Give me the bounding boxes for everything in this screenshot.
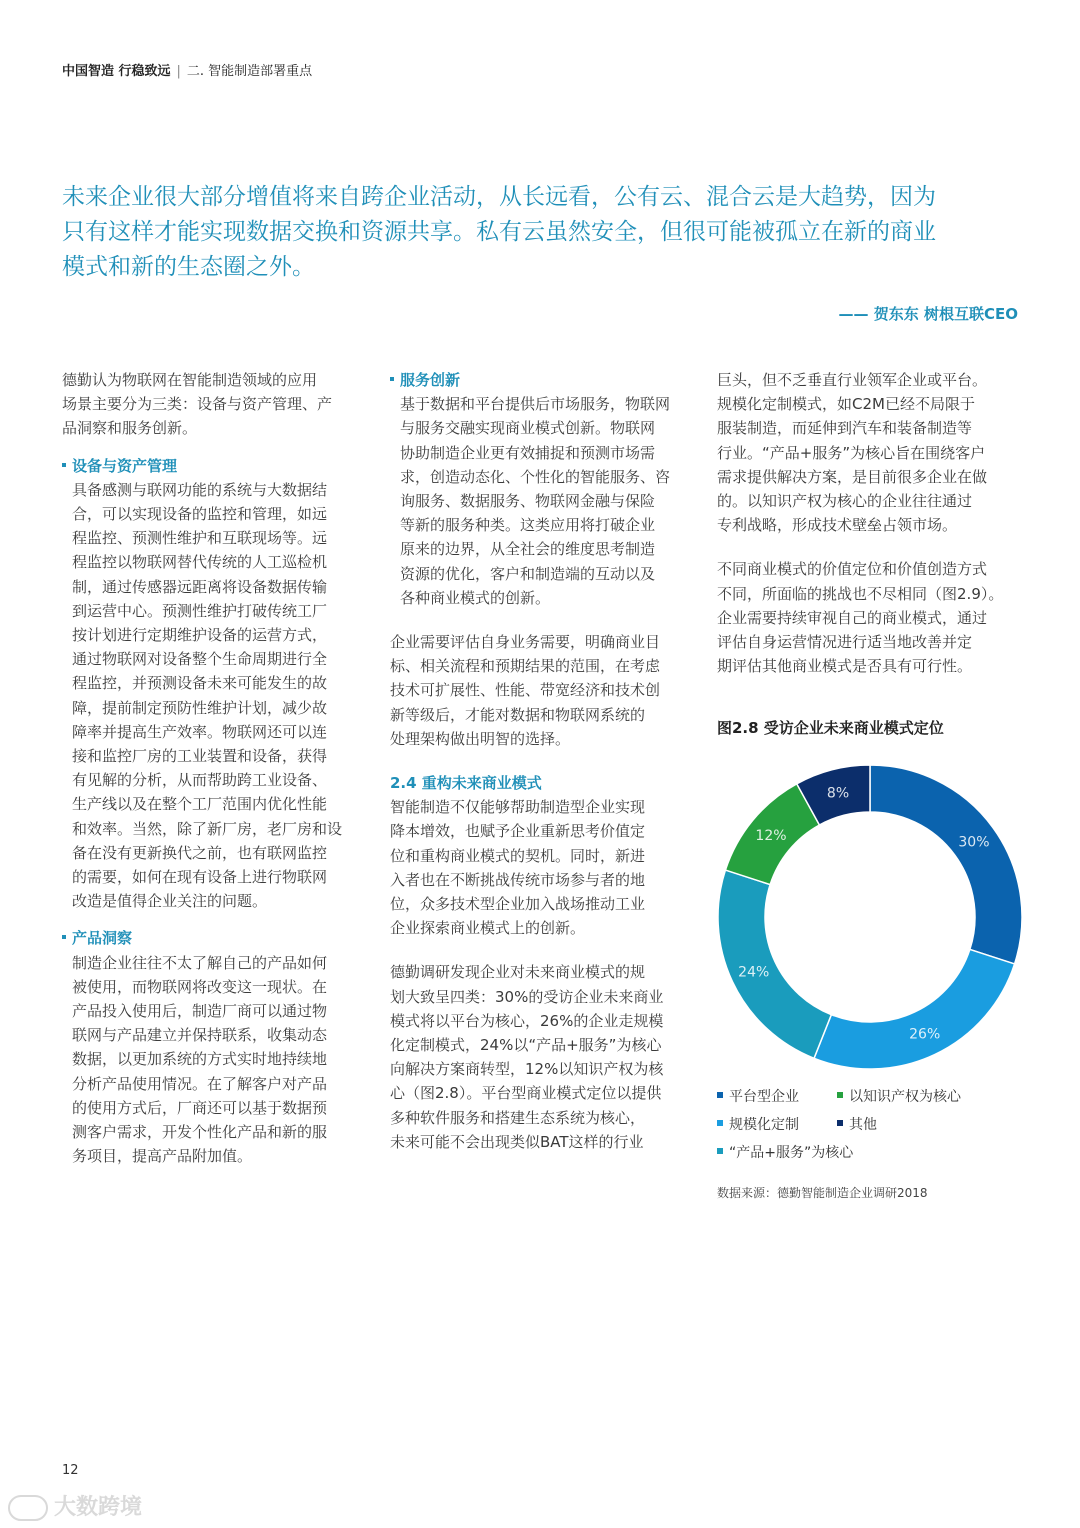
text-line: 程监控、预测性维护和互联现场等。远: [72, 529, 328, 548]
data-source: 数据来源：德勤智能制造企业调研2018: [717, 1186, 928, 1200]
text-line: 巨头，但不乏垂直行业领军企业或平台。: [717, 371, 988, 389]
page-number: 12: [62, 1463, 79, 1478]
text-line: 新等级后，才能对数据和物联网系统的: [390, 705, 646, 724]
text-line: 行业。“产品+服务”为核心旨在围绕客户: [717, 443, 986, 462]
text-line: 基于数据和平台提供后市场服务，物联网: [400, 395, 671, 414]
text-column-1: [62, 368, 362, 1169]
text-line: 询服务、数据服务、物联网金融与保险: [400, 492, 656, 511]
legend-item: “产品+服务”为核心: [717, 1142, 853, 1162]
header-brand: 中国智造 行稳致远: [62, 64, 171, 79]
text-line: 划大致呈四类：30%的受访企业未来商业: [390, 987, 664, 1006]
text-line: 测客户需求，开发个性化产品和新的服: [72, 1123, 328, 1142]
pull-quote: [62, 180, 1022, 285]
text-line: 化定制模式，24%以“产品+服务”为核心: [390, 1036, 662, 1055]
text-line: 制，通过传感器远距离将设备数据传输: [72, 577, 328, 596]
text-line: 降本增效，也赋予企业重新思考价值定: [390, 822, 646, 841]
text-line: 分析产品使用情况。在了解客户对产品: [72, 1074, 328, 1093]
bullet-body-service-innovation: [390, 392, 700, 610]
slice-label: 30%: [958, 834, 990, 851]
text-line: 德勤调研发现企业对未来商业模式的规: [390, 963, 646, 982]
paragraph: [390, 630, 700, 751]
text-line: 生产线以及在整个工厂范围内优化性能: [72, 795, 328, 814]
text-line: 企业需要持续审视自己的商业模式，通过: [717, 608, 988, 627]
text-line: 技术可扩展性、性能、带宽经济和技术创: [390, 681, 661, 700]
donut-slice: [718, 870, 831, 1058]
text-line: 需求提供解决方案，是目前很多企业在做: [717, 467, 988, 486]
text-line: 与服务交融实现商业模式创新。物联网: [400, 419, 656, 438]
text-line: 智能制造不仅能够帮助制造型企业实现: [390, 798, 646, 817]
text-line: 按计划进行定期维护设备的运营方式，: [72, 626, 328, 645]
text-line: 服装制造，而延伸到汽车和装备制造等: [717, 419, 973, 438]
text-line: 规模化定制模式，如C2M已经不局限于: [717, 395, 975, 414]
legend-item: 其他: [837, 1114, 877, 1134]
text-line: 品洞察和服务创新。: [62, 419, 198, 438]
text-line: 通过物联网对设备整个生命周期进行全: [72, 650, 328, 669]
legend-swatch: [717, 1092, 723, 1098]
text-line: 模式将以平台为核心，26%的企业走规模: [390, 1011, 664, 1030]
slice-label: 12%: [755, 828, 787, 845]
text-line: 企业探索商业模式上的创新。: [390, 919, 586, 938]
bullet-body-asset-management: [62, 478, 362, 914]
text-line: 合，可以实现设备的监控和管理，如远: [72, 505, 328, 524]
text-line: 的使用方式后，厂商还可以基于数据预: [72, 1098, 328, 1117]
text-line: 不同商业模式的价值定位和价值创造方式: [717, 560, 988, 579]
bullet-body-product-insight: [62, 951, 362, 1169]
text-line: 德勤认为物联网在智能制造领域的应用: [62, 371, 318, 389]
text-line: 数据，以更加系统的方式实时地持续地: [72, 1050, 328, 1069]
donut-chart: [717, 764, 1023, 1070]
text-line: 心（图2.8）。平台型商业模式定位以提供: [390, 1084, 662, 1103]
text-line: 障，提前制定预防性维护计划，减少故: [72, 698, 328, 717]
legend-swatch: [717, 1120, 723, 1126]
text-line: 产品投入使用后，制造厂商可以通过物: [72, 1002, 328, 1021]
slice-label: 24%: [738, 964, 770, 981]
slice-label: 26%: [909, 1026, 941, 1043]
text-line: 制造企业往往不太了解自己的产品如何: [72, 953, 328, 972]
text-line: 专利战略，形成技术壁垒占领市场。: [717, 516, 958, 535]
text-line: 被使用，而物联网将改变这一现状。在: [72, 977, 328, 996]
section-title: 2.4 重构未来商业模式: [390, 774, 542, 793]
quote-attribution: —— 贺东东 树根互联CEO: [838, 305, 1018, 323]
bullet-icon: [390, 377, 394, 381]
legend-swatch: [717, 1148, 723, 1154]
text-line: 评估自身运营情况进行适当地改善并定: [717, 633, 973, 652]
text-line: 原来的边界，从全社会的维度思考制造: [400, 540, 656, 559]
text-line: 位和重构商业模式的契机。同时，新进: [390, 846, 646, 865]
text-line: 多种软件服务和搭建生态系统为核心，: [390, 1108, 646, 1127]
legend-item: 平台型企业: [717, 1086, 799, 1106]
text-line: 场景主要分为三类：设备与资产管理、产: [62, 395, 333, 414]
paragraph: [390, 795, 700, 940]
text-line: 处理架构做出明智的选择。: [390, 729, 571, 748]
text-line: 程监控以物联网替代传统的人工巡检机: [72, 553, 328, 572]
text-line: 各种商业模式的创新。: [400, 588, 551, 607]
text-line: 程监控，并预测设备未来可能发生的故: [72, 674, 328, 693]
text-line: 协助制造企业更有效捕捉和预测市场需: [400, 443, 656, 462]
quote-line: 只有这样才能实现数据交换和资源共享。私有云虽然安全，但很可能被孤立在新的商业: [62, 219, 936, 245]
text-line: 有见解的分析，从而帮助跨工业设备、: [72, 771, 328, 790]
text-column-2: [390, 368, 700, 1154]
text-line: 务项目，提高产品附加值。: [72, 1147, 253, 1166]
text-line: 求，创造动态化、个性化的智能服务、咨: [400, 467, 671, 486]
figure-title: 图2.8 受访企业未来商业模式定位: [717, 719, 944, 737]
text-line: 不同，所面临的挑战也不尽相同（图2.9）。: [717, 584, 1004, 603]
text-line: 资源的优化，客户和制造端的互动以及: [400, 564, 656, 583]
text-line: 具备感测与联网功能的系统与大数据结: [72, 480, 328, 499]
quote-line: 未来企业很大部分增值将来自跨企业活动，从长远看，公有云、混合云是大趋势，因为: [62, 184, 936, 210]
text-line: 到运营中心。预测性维护打破传统工厂: [72, 601, 328, 620]
header-section: 二. 智能制造部署重点: [186, 64, 313, 79]
paragraph: [717, 368, 1037, 537]
bullet-icon: [62, 463, 66, 467]
text-line: 改造是值得企业关注的问题。: [72, 892, 268, 911]
legend-swatch: [837, 1092, 843, 1098]
text-line: 企业需要评估自身业务需要，明确商业目: [390, 633, 661, 652]
donut-slice: [814, 949, 1015, 1069]
text-line: 接和监控厂房的工业装置和设备，获得: [72, 747, 328, 766]
text-line: 期评估其他商业模式是否具有可行性。: [717, 657, 973, 676]
text-line: 位，众多技术型企业加入战场推动工业: [390, 895, 646, 914]
quote-line: 模式和新的生态圈之外。: [62, 254, 315, 280]
bullet-icon: [62, 935, 66, 939]
bullet-heading-product-insight: 产品洞察: [62, 926, 362, 950]
text-column-3: [717, 368, 1037, 678]
text-line: 未来可能不会出现类似BAT这样的行业: [390, 1132, 644, 1151]
text-line: 标、相关流程和预期结果的范围，在考虑: [390, 657, 661, 676]
legend-swatch: [837, 1120, 843, 1126]
text-line: 的。以知识产权为核心的企业往往通过: [717, 492, 973, 511]
bullet-heading-asset-management: 设备与资产管理: [62, 454, 362, 478]
text-line: 等新的服务种类。这类应用将打破企业: [400, 516, 656, 535]
paragraph: [390, 960, 700, 1154]
paragraph: [717, 557, 1037, 678]
text-line: 联网与产品建立并保持联系，收集动态: [72, 1026, 328, 1045]
watermark-logo-icon: [8, 1495, 48, 1521]
donut-slice: [870, 765, 1022, 964]
watermark: 大数跨境: [8, 1490, 142, 1521]
text-line: 入者也在不断挑战传统市场参与者的地: [390, 870, 646, 889]
text-line: 向解决方案商转型，12%以知识产权为核: [390, 1060, 664, 1079]
bullet-heading-service-innovation: 服务创新: [390, 368, 700, 392]
text-line: 障率并提高生产效率。物联网还可以连: [72, 722, 328, 741]
text-line: 和效率。当然，除了新厂房，老厂房和设: [72, 819, 343, 838]
text-line: 的需要，如何在现有设备上进行物联网: [72, 868, 328, 887]
legend-item: 以知识产权为核心: [837, 1086, 961, 1106]
text-line: 备在没有更新换代之前，也有联网监控: [72, 843, 328, 862]
header-separator: |: [176, 64, 181, 79]
slice-label: 8%: [826, 785, 850, 802]
running-header: [62, 60, 312, 79]
legend-item: 规模化定制: [717, 1114, 799, 1134]
intro-paragraph: [62, 368, 362, 441]
